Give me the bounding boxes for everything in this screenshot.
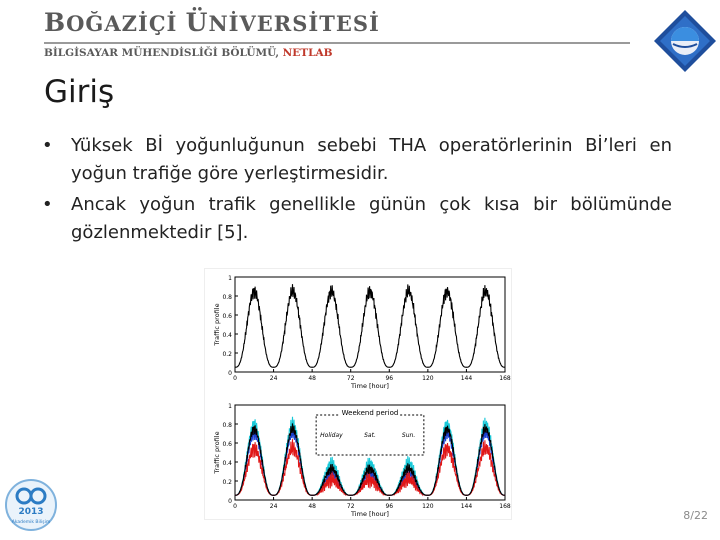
x-tick-label: 96 <box>385 375 394 382</box>
traffic-profile-plots <box>205 269 511 519</box>
y-tick-label: 0.8 <box>222 422 232 429</box>
university-name-second-rest: NİVERSİTESİ <box>208 11 380 36</box>
day-annotation: Sat. <box>364 432 376 439</box>
x-tick-label: 144 <box>460 503 473 510</box>
badge-text: Akademik Bilişim <box>11 520 51 525</box>
y-axis-label: Traffic profile <box>213 431 221 474</box>
x-tick-label: 48 <box>308 503 316 510</box>
y-tick-label: 0 <box>228 498 232 505</box>
x-axis-label: Time [hour] <box>351 510 389 518</box>
university-name-second-initial: Ü <box>185 8 209 37</box>
x-tick-label: 24 <box>269 375 278 382</box>
slide-title: Giriş <box>44 74 115 110</box>
y-tick-label: 0.2 <box>222 351 232 358</box>
day-annotation: Holiday <box>320 432 343 439</box>
bullet-marker: • <box>42 135 53 156</box>
x-tick-label: 24 <box>269 503 278 510</box>
department-label: BİLGİSAYAR MÜHENDİSLİĞİ BÖLÜMÜ, <box>44 47 283 59</box>
badge-year: 2013 <box>18 507 44 517</box>
y-tick-label: 0.8 <box>222 294 232 301</box>
traffic-profile-figure <box>204 268 512 520</box>
bullet-text: Ancak yoğun trafik genellikle günün çok kısa bir bölümünde gözlenmektedir [5]. <box>71 194 672 243</box>
weekend-period-label: Weekend period <box>341 409 399 417</box>
bullet-marker: • <box>42 194 53 215</box>
university-name-rest: OĞAZİÇİ <box>66 11 186 36</box>
y-tick-label: 0 <box>228 370 232 377</box>
page-number: 8/22 <box>683 509 708 522</box>
university-name-initial: B <box>44 8 67 37</box>
university-logo-icon <box>652 8 718 74</box>
x-tick-label: 0 <box>233 375 237 382</box>
y-tick-label: 0.2 <box>222 479 232 486</box>
x-tick-label: 48 <box>308 375 316 382</box>
x-tick-label: 96 <box>385 503 394 510</box>
x-tick-label: 0 <box>233 503 237 510</box>
department-name <box>44 47 332 59</box>
y-tick-label: 0.4 <box>222 332 232 339</box>
y-tick-label: 0.6 <box>222 441 232 448</box>
x-axis-label: Time [hour] <box>351 382 389 390</box>
x-tick-label: 168 <box>499 503 511 510</box>
header-divider <box>44 42 630 44</box>
x-tick-label: 144 <box>460 375 473 382</box>
x-tick-label: 120 <box>422 375 434 382</box>
x-tick-label: 168 <box>499 375 511 382</box>
y-tick-label: 0.6 <box>222 313 232 320</box>
x-tick-label: 72 <box>346 375 355 382</box>
lab-name: NETLAB <box>282 47 333 59</box>
y-axis-label: Traffic profile <box>213 303 221 346</box>
top-plot <box>213 275 511 390</box>
y-tick-label: 0.4 <box>222 460 232 467</box>
bullet-item <box>40 191 672 247</box>
university-name <box>44 8 380 37</box>
y-tick-label: 1 <box>228 275 232 282</box>
bullet-text: Yüksek Bİ yoğunluğunun sebebi THA operatörlerinin Bİ’leri en yoğun trafiğe göre yerleştirmesidir. <box>71 135 672 184</box>
bottom-plot <box>213 403 511 518</box>
x-tick-label: 120 <box>422 503 434 510</box>
x-tick-label: 72 <box>346 503 355 510</box>
day-annotation: Sun. <box>401 432 416 439</box>
bullet-item <box>40 132 672 188</box>
akademik-bilisim-2013-logo <box>2 478 60 534</box>
bullet-list <box>40 132 672 250</box>
y-tick-label: 1 <box>228 403 232 410</box>
